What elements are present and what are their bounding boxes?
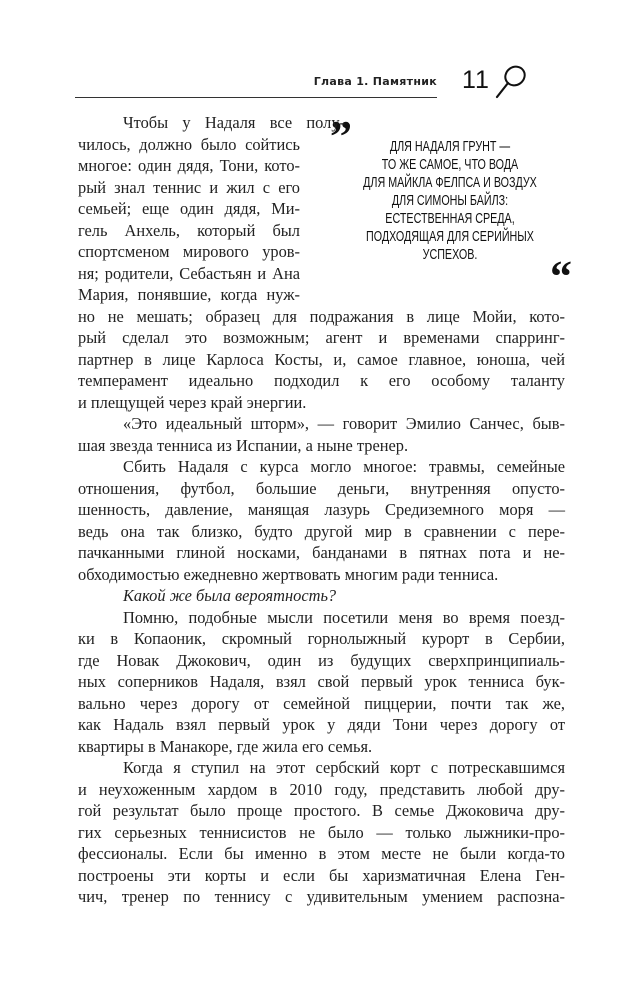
text-line: гих серьезных теннисистов не было — только лыжники-про- xyxy=(78,822,565,842)
pull-quote-line: УСПЕХОВ. xyxy=(422,247,478,263)
text-line: ведь она так близко, будто другой мир в сравнении с пере- xyxy=(78,521,565,541)
paragraph xyxy=(78,585,565,607)
text-line: Помню, подобные мысли посетили меня во время поезд- xyxy=(123,607,565,627)
text-line: вально через дорогу от семейной пиццерии, почти так же, xyxy=(78,693,565,713)
text-line: партнер в лице Карлоса Косты, и, самое главное, юноша, чей xyxy=(78,349,565,369)
text-line: ки в Копаоник, скромный горнолыжный курорт в Сербии, xyxy=(78,629,565,648)
text-line: ня; родители, Себастьян и Ана xyxy=(78,263,300,283)
pull-quote-line: ДЛЯ МАЙКЛА ФЕЛПСА И ВОЗДУХ xyxy=(363,175,537,191)
text-line: многое: один дядя, Тони, кото- xyxy=(78,156,300,175)
text-line: и плещущей через край энергии. xyxy=(78,392,307,412)
paragraph xyxy=(78,607,565,758)
header-rule xyxy=(75,97,437,98)
text-line: чилось, должно было сойтись xyxy=(78,134,300,154)
text-line: шенность, давление, манящая лазурь Средиземного моря — xyxy=(78,500,565,519)
paragraph xyxy=(78,456,565,585)
tennis-racket-icon xyxy=(490,62,530,102)
text-line: но не мешать; образец для подражания в лице Мойи, кото- xyxy=(78,306,565,326)
quote-open-mark: ” xyxy=(330,112,352,161)
page-number: 11 xyxy=(462,66,490,94)
text-line: Какой же была вероятность? xyxy=(123,586,337,605)
pull-quote-line: ПОДХОДЯЩАЯ ДЛЯ СЕРИЙНЫХ xyxy=(366,229,534,245)
body-text xyxy=(78,112,565,908)
text-line: обходимостью ежедневно жертвовать многим ради тенниса. xyxy=(78,564,499,584)
text-line: фессионалы. Если бы именно в этом месте не были когда-то xyxy=(78,844,565,863)
text-line: Мария, понявшие, когда нуж- xyxy=(78,285,300,304)
text-line: где Новак Джокович, один из будущих сверхпринципиаль- xyxy=(78,650,565,670)
text-line: Сбить Надаля с курса могло многое: травмы, семейные xyxy=(123,457,565,476)
text-line: «Это идеальный шторм», — говорит Эмилио Санчес, быв- xyxy=(123,414,565,433)
text-line: гой результат было проще простого. В семье Джоковича дру- xyxy=(78,801,565,820)
text-line: спортсменом мирового уров- xyxy=(78,242,300,261)
text-line: ных соперников Надаля, взял свой первый урок тенниса бук- xyxy=(78,672,565,691)
text-line: семьей; еще один дядя, Ми- xyxy=(78,199,300,218)
text-line: как Надаль взял первый урок у дяди Тони через дорогу от xyxy=(78,715,565,734)
text-line: и неухоженным хардом в 2010 году, представить любой дру- xyxy=(78,779,565,799)
text-line: чич, тренер по теннису с удивительным умением распозна- xyxy=(78,887,565,906)
text-line: рый знал теннис и жил с его xyxy=(78,177,300,197)
text-line: Когда я ступил на этот сербский корт с потрескавшимся xyxy=(123,758,565,777)
text-line: построены эти корты и если бы харизматичная Елена Ген- xyxy=(78,865,565,885)
pull-quote-line: ДЛЯ СИМОНЫ БАЙЛЗ: xyxy=(391,193,509,209)
pull-quote-line: ТО ЖЕ САМОЕ, ЧТО ВОДА xyxy=(381,157,519,173)
text-line: шая звезда тенниса из Испании, а ныне тренер. xyxy=(78,435,409,455)
text-line: квартиры в Манакоре, где жила его семья. xyxy=(78,736,373,756)
running-title: Глава 1. Памятник xyxy=(313,75,437,88)
paragraph xyxy=(78,112,565,413)
pull-quote-line: ЕСТЕСТВЕННАЯ СРЕДА, xyxy=(385,211,515,227)
text-line: пачканными глиной носками, банданами в пятнах пота и не- xyxy=(78,543,565,562)
paragraph xyxy=(78,757,565,908)
quote-close-mark: “ xyxy=(550,252,572,301)
pull-quote-line: ДЛЯ НАДАЛЯ ГРУНТ — xyxy=(389,139,511,155)
paragraph xyxy=(78,413,565,456)
text-line: гель Анхель, который был xyxy=(78,220,300,240)
text-line: Чтобы у Надаля все полу- xyxy=(123,113,345,132)
text-line: темперамент идеально подходил к его особому таланту xyxy=(78,371,565,390)
text-line: отношения, футбол, большие деньги, внутренняя опусто- xyxy=(78,478,565,498)
text-line: рый сделал это возможным; агент и временами спарринг- xyxy=(78,328,565,347)
